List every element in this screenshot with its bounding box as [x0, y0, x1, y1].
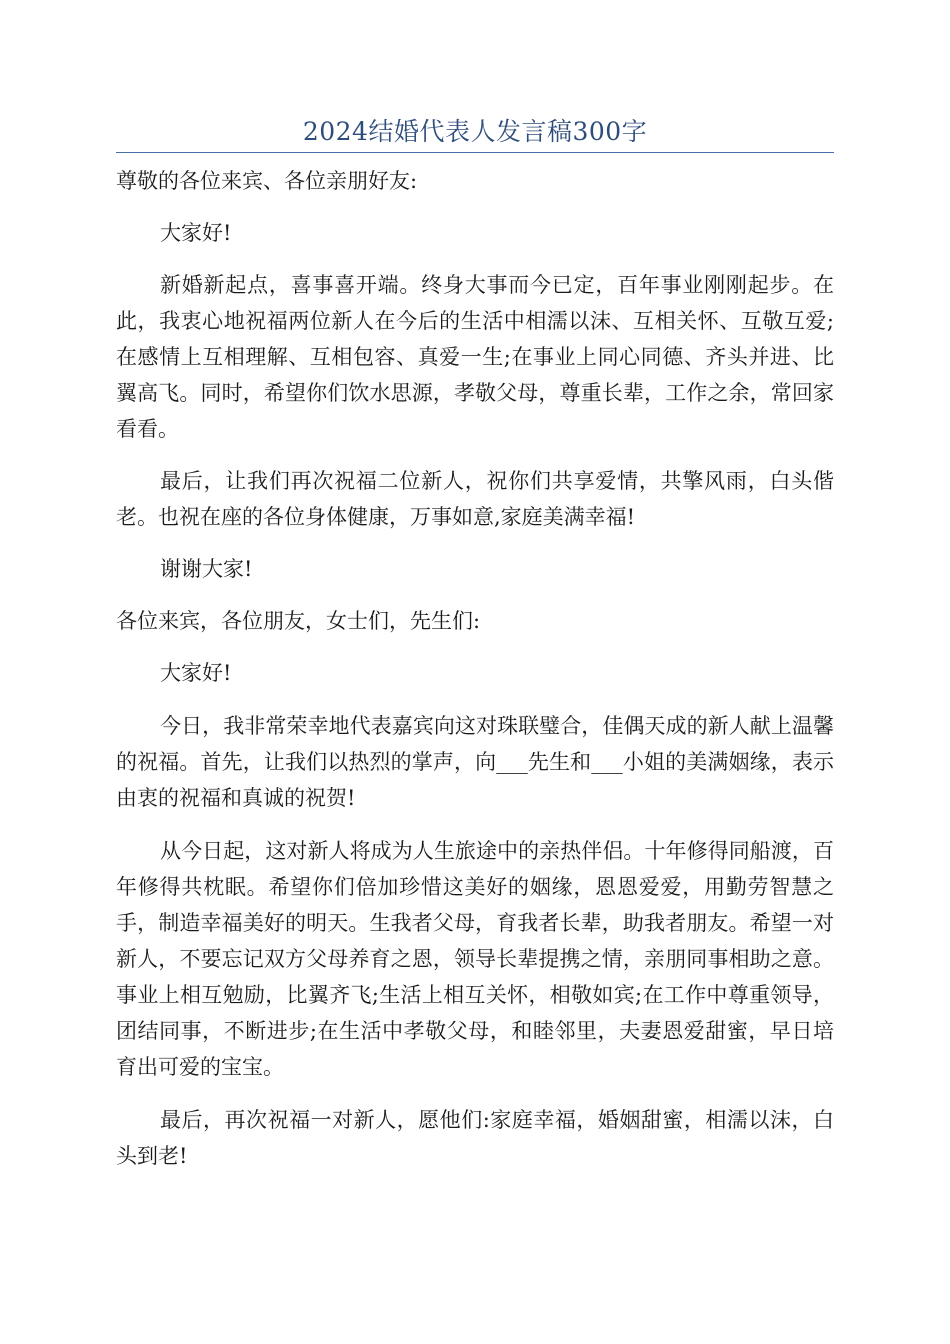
- salutation-1: 尊敬的各位来宾、各位亲朋好友:: [116, 169, 418, 193]
- closing-thanks: 谢谢大家!: [160, 557, 253, 581]
- body-paragraph-2: 最后，让我们再次祝福二位新人，祝你们共享爱情，共擎风雨，白头偕老。也祝在座的各位身体健康，万事如意,家庭美满幸福!: [116, 469, 834, 529]
- body-paragraph-3: 今日，我非常荣幸地代表嘉宾向这对珠联璧合，佳偶天成的新人献上温馨的祝福。首先，让我们以热烈的掌声，向___先生和___小姐的美满姻缘，表示由衷的祝福和真诚的祝贺!: [116, 714, 834, 810]
- body-paragraph-4: 从今日起，这对新人将成为人生旅途中的亲热伴侣。十年修得同船渡，百年修得共枕眠。希望你们倍加珍惜这美好的姻缘，恩恩爱爱，用勤劳智慧之手，制造幸福美好的明天。生我者父母，育我者长辈，助我者朋友。希望一对新人，不要忘记双方父母养育之恩，领导长辈提携之情，亲朋同事相助之意。事业上相互勉励，比翼齐飞;生活上相互关怀，相敬如宾;在工作中尊重领导，团结同事，不断进步;在生活中孝敬父母，和睦邻里，夫妻恩爱甜蜜，早日培育出可爱的宝宝。: [116, 839, 834, 1079]
- document-body: [116, 163, 834, 1174]
- body-paragraph-1: 新婚新起点，喜事喜开端。终身大事而今已定，百年事业刚刚起步。在此，我衷心地祝福两位新人在今后的生活中相濡以沫、互相关怀、互敬互爱;在感情上互相理解、互相包容、真爱一生;在事业上同心同德、齐头并进、比翼高飞。同时，希望你们饮水思源，孝敬父母，尊重长辈，工作之余，常回家看看。: [116, 273, 834, 441]
- greeting-1: 大家好!: [160, 221, 232, 245]
- greeting-2: 大家好!: [160, 661, 232, 685]
- body-paragraph-5: 最后，再次祝福一对新人，愿他们:家庭幸福，婚姻甜蜜，相濡以沫，白头到老!: [116, 1108, 834, 1168]
- salutation-2: 各位来宾，各位朋友，女士们，先生们:: [116, 609, 481, 633]
- document-title: 2024结婚代表人发言稿300字: [302, 117, 648, 146]
- title-underline: [116, 152, 834, 153]
- document-page: [116, 112, 834, 1174]
